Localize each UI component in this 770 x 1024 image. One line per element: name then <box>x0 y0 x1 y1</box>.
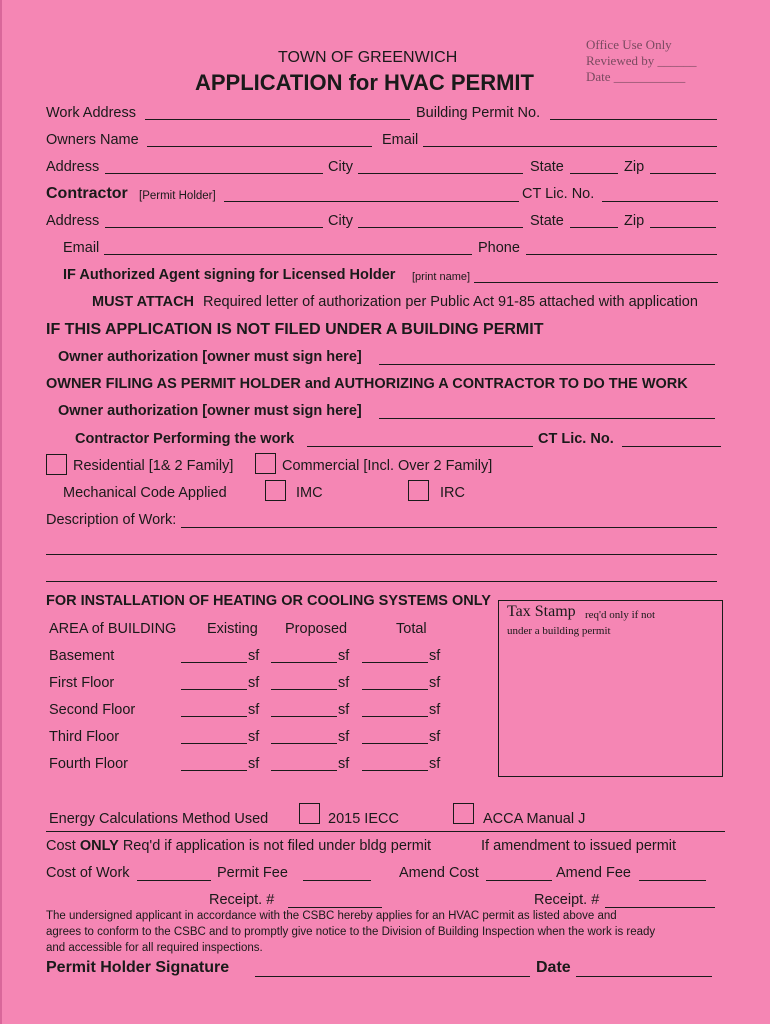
contractor-phone-label: Phone <box>478 240 520 256</box>
form-title: APPLICATION for HVAC PERMIT <box>195 70 534 95</box>
proposed-sf-field[interactable] <box>271 662 337 663</box>
owner-email-label: Email <box>382 132 419 148</box>
divider-line <box>46 831 725 832</box>
area-row-label: Second Floor <box>49 702 136 718</box>
authorized-agent-field[interactable] <box>474 282 718 283</box>
tax-stamp-note-2: under a building permit <box>507 625 611 637</box>
receipt-field-2[interactable] <box>605 907 715 908</box>
print-name-label: [print name] <box>412 271 471 283</box>
area-row-label: Third Floor <box>49 729 120 745</box>
permit-fee-label: Permit Fee <box>217 865 288 881</box>
owner-auth-label-2: Owner authorization [owner must sign here] <box>58 403 362 419</box>
amendment-note: If amendment to issued permit <box>481 838 677 854</box>
description-line-3[interactable] <box>46 581 717 582</box>
col-area-header: AREA of BUILDING <box>49 621 177 637</box>
mech-code-label: Mechanical Code Applied <box>63 485 227 501</box>
sf-unit: sf <box>429 648 441 664</box>
tax-stamp-note: req'd only if not <box>585 609 656 621</box>
area-row-label: Fourth Floor <box>49 756 128 772</box>
work-address-label: Work Address <box>46 105 136 121</box>
owner-address-label: Address <box>46 159 100 175</box>
contractor-phone-field[interactable] <box>526 254 717 255</box>
amend-cost-label: Amend Cost <box>399 865 479 881</box>
irc-checkbox[interactable] <box>408 480 429 501</box>
irc-label: IRC <box>440 485 465 501</box>
total-sf-field[interactable] <box>362 716 428 717</box>
cost-only-note <box>46 837 431 855</box>
receipt-label-2: Receipt. # <box>534 892 600 908</box>
sf-unit: sf <box>338 675 350 691</box>
proposed-sf-field[interactable] <box>271 689 337 690</box>
sf-unit: sf <box>429 729 441 745</box>
acca-label: ACCA Manual J <box>483 811 586 827</box>
permit-fee-field[interactable] <box>303 880 371 881</box>
contractor-field[interactable] <box>224 201 519 202</box>
area-row-label: First Floor <box>49 675 115 691</box>
contractor-zip-label: Zip <box>624 213 645 229</box>
owner-city-field[interactable] <box>358 173 523 174</box>
receipt-field-1[interactable] <box>288 907 382 908</box>
contractor-state-field[interactable] <box>570 227 618 228</box>
permit-holder-label: [Permit Holder] <box>139 190 216 202</box>
contractor-performing-lic-field[interactable] <box>622 446 721 447</box>
existing-sf-field[interactable] <box>181 662 247 663</box>
town-name: TOWN OF GREENWICH <box>278 49 458 66</box>
cost-suffix: Req'd if application is not filed under bldg permit <box>118 838 432 854</box>
sf-unit: sf <box>248 729 260 745</box>
sf-unit: sf <box>248 648 260 664</box>
office-use-title: Office Use Only <box>586 37 672 52</box>
sf-unit: sf <box>338 729 350 745</box>
tax-stamp-box <box>498 600 723 777</box>
total-sf-field[interactable] <box>362 689 428 690</box>
sf-unit: sf <box>248 756 260 772</box>
signature-date-field[interactable] <box>576 976 712 977</box>
contractor-city-label: City <box>328 213 353 229</box>
description-line-2[interactable] <box>46 554 717 555</box>
cost-only-emphasis: ONLY <box>79 838 119 854</box>
contractor-email-label: Email <box>63 240 100 256</box>
owner-auth-label-1: Owner authorization [owner must sign here] <box>58 349 362 365</box>
office-reviewed-by: Reviewed by ______ <box>586 53 697 68</box>
contractor-address-field[interactable] <box>105 227 323 228</box>
description-label: Description of Work: <box>46 512 177 528</box>
contractor-zip-field[interactable] <box>650 227 716 228</box>
signature-field[interactable] <box>255 976 530 977</box>
existing-sf-field[interactable] <box>181 716 247 717</box>
owner-auth-signature-1[interactable] <box>379 364 715 365</box>
iecc-checkbox[interactable] <box>299 803 320 824</box>
commercial-label: Commercial [Incl. Over 2 Family] <box>282 458 493 474</box>
sf-unit: sf <box>429 702 441 718</box>
contractor-address-label: Address <box>46 213 100 229</box>
contractor-performing-lic-label: CT Lic. No. <box>538 431 614 447</box>
total-sf-field[interactable] <box>362 743 428 744</box>
owner-filing-heading: OWNER FILING AS PERMIT HOLDER and AUTHORIZING A CONTRACTOR TO DO THE WORK <box>46 376 688 392</box>
signature-label: Permit Holder Signature <box>46 959 230 976</box>
sf-unit: sf <box>248 675 260 691</box>
receipt-label-1: Receipt. # <box>209 892 275 908</box>
amend-fee-label: Amend Fee <box>556 865 631 881</box>
sf-unit: sf <box>429 675 441 691</box>
contractor-email-field[interactable] <box>104 254 472 255</box>
existing-sf-field[interactable] <box>181 743 247 744</box>
owner-city-label: City <box>328 159 353 175</box>
owners-name-label: Owners Name <box>46 132 139 148</box>
owner-address-field[interactable] <box>105 173 323 174</box>
iecc-label: 2015 IECC <box>328 811 399 827</box>
declaration-line-2: agrees to conform to the CSBC and to promptly give notice to the Division of Building Inspection when the work is ready <box>46 926 656 938</box>
contractor-ct-lic-label: CT Lic. No. <box>522 186 595 202</box>
contractor-ct-lic-field[interactable] <box>602 201 718 202</box>
sf-unit: sf <box>338 756 350 772</box>
sf-unit: sf <box>248 702 260 718</box>
residential-label: Residential [1& 2 Family] <box>73 458 234 474</box>
sf-unit: sf <box>338 702 350 718</box>
must-attach-label: MUST ATTACH <box>92 294 195 310</box>
authorized-agent-label: IF Authorized Agent signing for Licensed Holder <box>63 267 396 283</box>
proposed-sf-field[interactable] <box>271 770 337 771</box>
contractor-state-label: State <box>530 213 564 229</box>
existing-sf-field[interactable] <box>181 689 247 690</box>
building-permit-no-field[interactable] <box>550 119 717 120</box>
contractor-performing-field[interactable] <box>307 446 533 447</box>
owner-state-field[interactable] <box>570 173 618 174</box>
owners-name-field[interactable] <box>147 146 372 147</box>
page-edge <box>0 0 2 1024</box>
existing-sf-field[interactable] <box>181 770 247 771</box>
install-heading: FOR INSTALLATION OF HEATING OR COOLING SYSTEMS ONLY <box>46 593 491 609</box>
proposed-sf-field[interactable] <box>271 716 337 717</box>
contractor-label: Contractor <box>46 185 128 202</box>
amend-cost-field[interactable] <box>486 880 552 881</box>
declaration-line-3: and accessible for all required inspections. <box>46 942 263 954</box>
description-line-1[interactable] <box>181 527 717 528</box>
imc-label: IMC <box>296 485 323 501</box>
proposed-sf-field[interactable] <box>271 743 337 744</box>
signature-date-label: Date <box>536 959 571 976</box>
owner-auth-signature-2[interactable] <box>379 418 715 419</box>
work-address-field[interactable] <box>145 119 410 120</box>
col-total-header: Total <box>396 621 427 637</box>
cost-of-work-field[interactable] <box>137 880 211 881</box>
col-proposed-header: Proposed <box>285 621 348 637</box>
tax-stamp-title: Tax Stamp <box>507 603 576 620</box>
owner-zip-label: Zip <box>624 159 645 175</box>
cost-prefix: Cost <box>46 838 80 854</box>
owner-zip-field[interactable] <box>650 173 716 174</box>
cost-of-work-label: Cost of Work <box>46 865 130 881</box>
sf-unit: sf <box>429 756 441 772</box>
area-row-label: Basement <box>49 648 115 664</box>
total-sf-field[interactable] <box>362 770 428 771</box>
building-permit-no-label: Building Permit No. <box>416 105 541 121</box>
col-existing-header: Existing <box>207 621 258 637</box>
acca-checkbox[interactable] <box>453 803 474 824</box>
sf-unit: sf <box>338 648 350 664</box>
commercial-checkbox[interactable] <box>255 453 276 474</box>
contractor-performing-label: Contractor Performing the work <box>75 431 295 447</box>
not-filed-heading: IF THIS APPLICATION IS NOT FILED UNDER A BUILDING PERMIT <box>46 321 544 338</box>
owner-email-field[interactable] <box>423 146 717 147</box>
amend-fee-field[interactable] <box>639 880 706 881</box>
imc-checkbox[interactable] <box>265 480 286 501</box>
must-attach-text: Required letter of authorization per Public Act 91-85 attached with application <box>203 294 698 310</box>
owner-state-label: State <box>530 159 564 175</box>
declaration-line-1: The undersigned applicant in accordance with the CSBC hereby applies for an HVAC permit as listed above and <box>46 910 617 922</box>
energy-label: Energy Calculations Method Used <box>49 811 269 827</box>
contractor-city-field[interactable] <box>358 227 523 228</box>
residential-checkbox[interactable] <box>46 454 67 475</box>
office-date: Date ___________ <box>586 69 686 84</box>
total-sf-field[interactable] <box>362 662 428 663</box>
